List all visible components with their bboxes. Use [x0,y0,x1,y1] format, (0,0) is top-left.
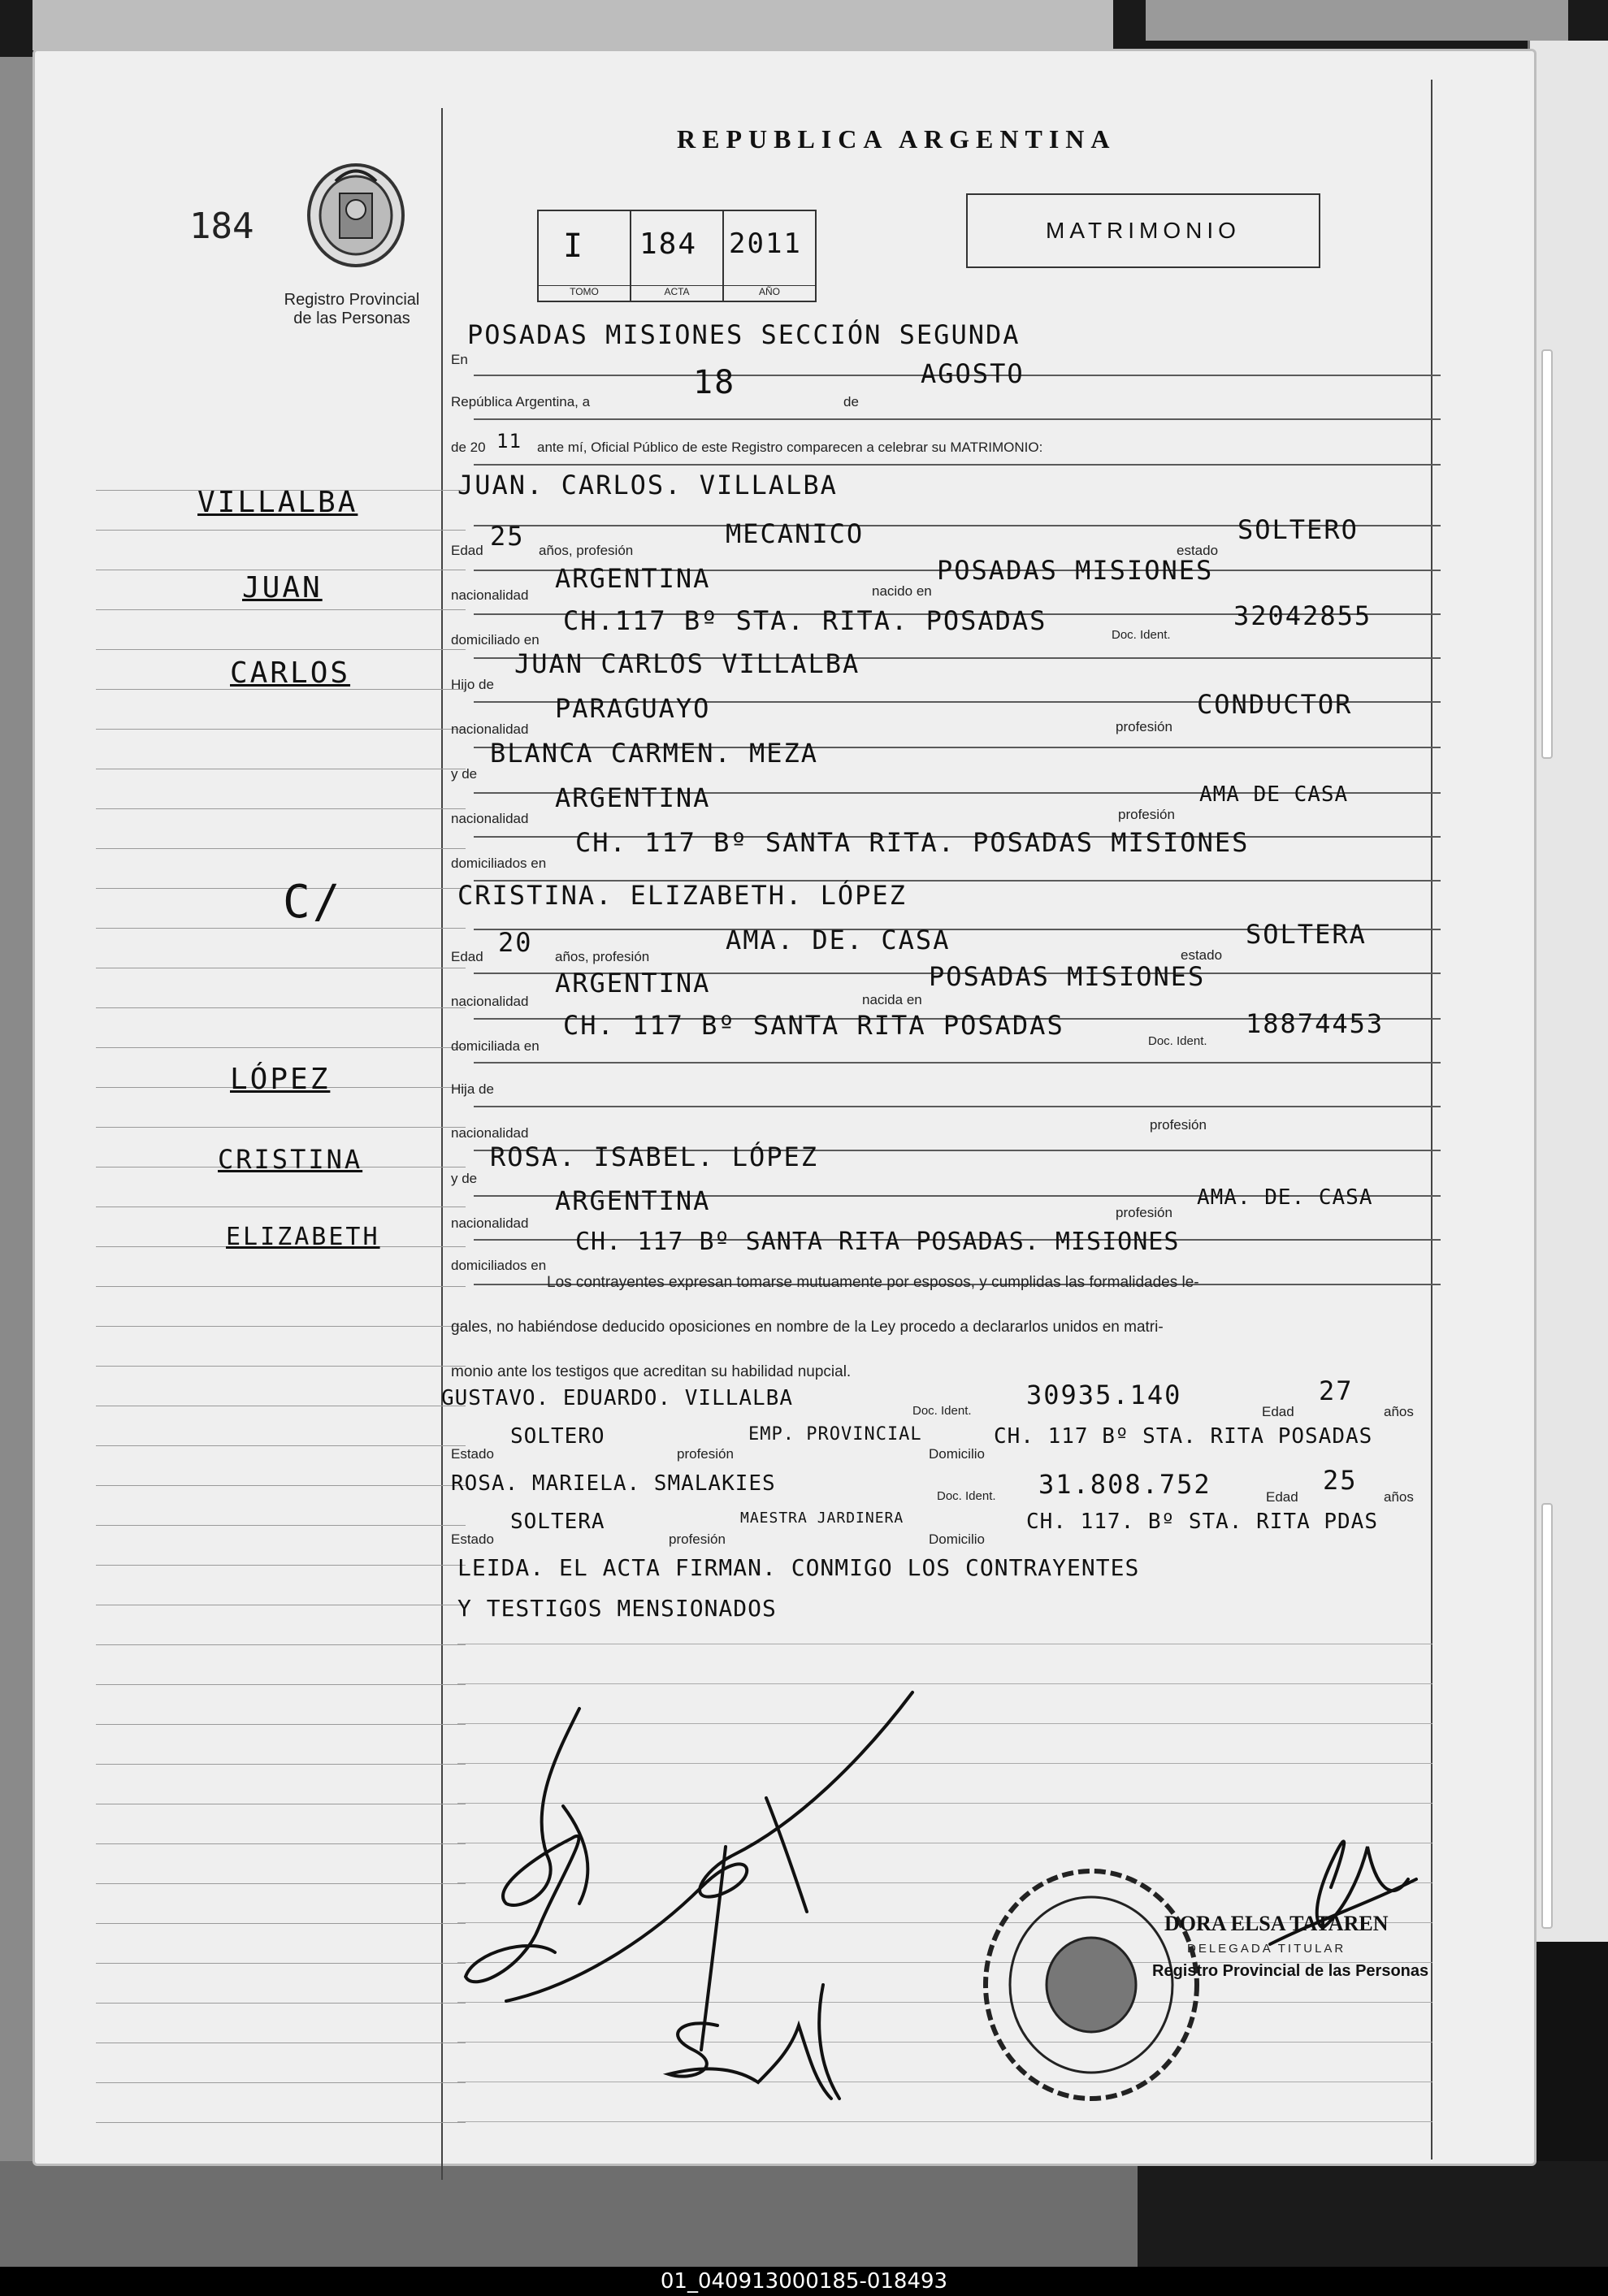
official-title: DELEGADA TITULAR [1187,1942,1346,1956]
groom-nacionalidad: ARGENTINA [555,563,711,594]
groom-dom-label: domiciliado en [451,632,540,648]
margin-rule-line [96,1843,466,1844]
month-value: AGOSTO [921,358,1025,389]
witness2-doc: 31.808.752 [1038,1469,1211,1500]
bride-name: CRISTINA. ELIZABETH. LÓPEZ [457,880,907,911]
witness1-edad: 27 [1319,1375,1354,1406]
act-type: MATRIMONIO [1046,218,1241,243]
witness2-name: ROSA. MARIELA. SMALAKIES [451,1471,776,1496]
margin-rule-line [96,1724,466,1725]
declaration-line2: gales, no habiéndose deducido oposiciones en nombre de la Ley procedo a declararlos unidos en matri- [451,1319,1164,1336]
margin-groom-name2: CARLOS [230,656,351,690]
groom-madre-nac-label: nacionalidad [451,811,529,826]
groom-hijo-label: Hijo de [451,677,494,692]
form-underline [474,418,1441,420]
groom-estado-label: estado [1177,543,1219,558]
margin-rule-line [96,1883,466,1884]
margin-rule-line [96,1923,466,1924]
acta-value: 184 [639,227,698,261]
tomo-acta-box [537,210,817,302]
margin-rule-line [96,729,466,730]
signature-groom [466,1709,587,1982]
bride-domicilio: CH. 117 Bº SANTA RITA POSADAS [563,1010,1064,1041]
republica-label: República Argentina, a [451,394,591,409]
witness2-domicilio: CH. 117. Bº STA. RITA PDAS [1026,1510,1378,1534]
witness1-edad-label: Edad [1262,1404,1294,1419]
bride-edad: 20 [498,927,533,958]
margin-rule-line [96,848,466,849]
year-prefix: de 20 [451,440,486,455]
de-label: de [843,394,859,409]
margin-rule-line [96,1445,466,1446]
groom-name: JUAN. CARLOS. VILLALBA [457,470,838,500]
margin-rule-line [96,1963,466,1964]
document-id: 01_040913000185-018493 [0,2267,1608,2296]
year-suffix: 11 [496,430,522,453]
groom-y-de-label: y de [451,766,478,782]
bride-nacionalidad: ARGENTINA [555,968,711,999]
witness1-name: GUSTAVO. EDUARDO. VILLALBA [441,1386,793,1410]
place-value: POSADAS MISIONES SECCIÓN SEGUNDA [467,319,1021,350]
bride-y-de-label: y de [451,1171,478,1186]
groom-profesion-label: años, profesión [539,543,634,558]
bride-padres-dom: CH. 117 Bº SANTA RITA POSADAS. MISIONES [575,1228,1180,1256]
margin-rule-line [96,1684,466,1685]
groom-padre-prof: CONDUCTOR [1197,689,1353,720]
witness2-estado: SOLTERA [510,1510,605,1534]
witness2-profesion: MAESTRA JARDINERA [740,1510,904,1527]
groom-padre: JUAN CARLOS VILLALBA [514,648,860,679]
groom-doc-label: Doc. Ident. [1112,628,1171,642]
witness1-doc-label: Doc. Ident. [912,1404,972,1418]
bride-dom-label: domiciliada en [451,1038,540,1054]
bride-doc: 18874453 [1246,1008,1385,1039]
signature-witnesses [669,1985,839,2099]
witness1-doc: 30935.140 [1026,1380,1182,1410]
country-title: REPUBLICA ARGENTINA [677,124,1116,154]
form-underline [474,1106,1441,1107]
bride-nacida-label: nacida en [862,992,922,1007]
binding-tab [1541,349,1553,759]
bride-madre-prof: AMA. DE. CASA [1197,1185,1373,1210]
underlying-page [1146,0,1568,41]
groom-nacido: POSADAS MISIONES [937,555,1214,586]
margin-rule-line [96,1047,466,1048]
official-name: DORA ELSA TATAREN [1164,1912,1389,1935]
margin-rule [441,108,443,2180]
bride-nacida: POSADAS MISIONES [929,961,1206,992]
acta-label: ACTA [631,285,722,297]
groom-padre-nac: PARAGUAYO [555,693,711,724]
margin-rule-line [96,1326,466,1327]
bride-doc-label: Doc. Ident. [1148,1034,1207,1048]
declaration-line3: monio ante los testigos que acreditan su habilidad nupcial. [451,1363,852,1380]
anio-value: 2011 [729,227,802,260]
groom-madre-nac: ARGENTINA [555,782,711,813]
groom-padres-dom: CH. 117 Bº SANTA RITA. POSADAS MISIONES [575,827,1250,858]
bride-hija-label: Hija de [451,1081,494,1097]
witness1-domicilio: CH. 117 Bº STA. RITA POSADAS [994,1424,1373,1449]
bride-madre-nac: ARGENTINA [555,1185,711,1216]
margin-rule-line [96,1127,466,1128]
bride-padre-prof-label: profesión [1150,1117,1207,1133]
underlying-page [33,0,1113,50]
groom-edad: 25 [490,521,525,552]
signatures [457,1644,1473,2131]
margin-bride-surname: LÓPEZ [230,1063,331,1096]
margin-rule-line [96,609,466,610]
margin-rule-line [96,808,466,809]
witness2-estado-label: Estado [451,1531,494,1547]
witness1-estado: SOLTERO [510,1424,605,1449]
margin-rule-line [96,1366,466,1367]
margin-rule-line [96,1764,466,1765]
groom-estado: SOLTERO [1237,514,1359,545]
margin-rule-line [96,888,466,889]
margin-connector: C/ [283,876,343,929]
margin-groom-surname: VILLALBA [197,486,358,519]
tomo-label: TOMO [539,285,630,297]
act-type-box [966,193,1320,268]
closing-line1: LEIDA. EL ACTA FIRMAN. CONMIGO LOS CONTRAYENTES [457,1554,1140,1581]
witness2-profesion-label: profesión [669,1531,726,1547]
bride-madre-nac-label: nacionalidad [451,1215,529,1231]
margin-rule-line [96,1206,466,1207]
bride-profesion-label: años, profesión [555,949,650,964]
bride-padre-nac-label: nacionalidad [451,1125,529,1141]
groom-padres-dom-label: domiciliados en [451,856,547,871]
groom-doc: 32042855 [1233,600,1372,631]
underlying-page [0,2161,1138,2267]
binding-tab [1541,1503,1553,1929]
witness2-domicilio-label: Domicilio [929,1531,985,1547]
margin-rule-line [96,2122,466,2123]
bride-estado-label: estado [1181,947,1223,963]
anio-label: AÑO [724,285,815,297]
witness1-domicilio-label: Domicilio [929,1446,985,1462]
tomo-cell [539,211,631,301]
margin-rule-line [96,2082,466,2083]
bride-profesion: AMA. DE. CASA [726,925,951,955]
declaration-line1: Los contrayentes expresan tomarse mutuamente por esposos, y cumplidas las formalidades le- [547,1274,1199,1291]
margin-bride-name2: ELIZABETH [226,1223,380,1251]
groom-madre: BLANCA CARMEN. MEZA [490,738,819,769]
tomo-value: I [563,227,585,265]
groom-domicilio: CH.117 Bº STA. RITA. POSADAS [563,605,1047,636]
left-edge [0,57,33,2267]
book-binding [1528,41,1608,1942]
acta-cell [631,211,724,301]
margin-rule-line [96,1286,466,1287]
groom-nac-label: nacionalidad [451,587,529,603]
registry-seal-icon [303,157,409,271]
bride-nac-label: nacionalidad [451,994,529,1009]
margin-rule-line [96,2003,466,2004]
page-number: 184 [189,206,254,247]
groom-padre-prof-label: profesión [1116,719,1172,734]
statement: ante mí, Oficial Público de este Registro comparecen a celebrar su MATRIMONIO: [537,440,1043,455]
margin-rule-line [96,928,466,929]
dark-background [1138,2161,1608,2267]
bride-padres-dom-label: domiciliados en [451,1258,547,1273]
bride-madre-prof-label: profesión [1116,1205,1172,1220]
bride-madre: ROSA. ISABEL. LÓPEZ [490,1142,819,1172]
registry-label: Registro Provincial de las Personas [284,291,420,327]
bride-estado: SOLTERA [1246,919,1367,950]
witness1-profesion: EMP. PROVINCIAL [748,1424,922,1445]
margin-groom-name1: JUAN [242,571,323,604]
margin-rule-line [96,1485,466,1486]
margin-rule-line [96,649,466,650]
closing-line2: Y TESTIGOS MENSIONADOS [457,1595,777,1622]
margin-rule-line [96,1644,466,1645]
form-underline [474,1062,1441,1064]
groom-padre-nac-label: nacionalidad [451,721,529,737]
day-value: 18 [693,364,736,401]
witness2-edad: 25 [1323,1465,1358,1496]
witness1-profesion-label: profesión [677,1446,734,1462]
witness2-edad-label: Edad [1266,1489,1298,1505]
en-label: En [451,352,468,367]
groom-madre-prof-label: profesión [1118,807,1175,822]
official-stamp [986,1871,1197,2099]
margin-rule-line [96,1007,466,1008]
anio-cell [724,211,815,301]
bride-edad-label: Edad [451,949,483,964]
witness2-anios-label: años [1384,1489,1414,1505]
certificate-page [33,49,1536,2166]
groom-nacido-label: nacido en [872,583,932,599]
form-underline [474,464,1441,466]
official-office: Registro Provincial de las Personas [1152,1962,1429,1980]
witness1-anios-label: años [1384,1404,1414,1419]
groom-edad-label: Edad [451,543,483,558]
groom-profesion: MECANICO [726,518,865,549]
witness2-doc-label: Doc. Ident. [937,1489,996,1503]
witness1-estado-label: Estado [451,1446,494,1462]
margin-bride-name1: CRISTINA [218,1144,363,1175]
margin-rule-line [96,530,466,531]
margin-rule-line [96,1525,466,1526]
groom-madre-prof: AMA DE CASA [1199,782,1349,807]
margin-rule-line [96,1565,466,1566]
